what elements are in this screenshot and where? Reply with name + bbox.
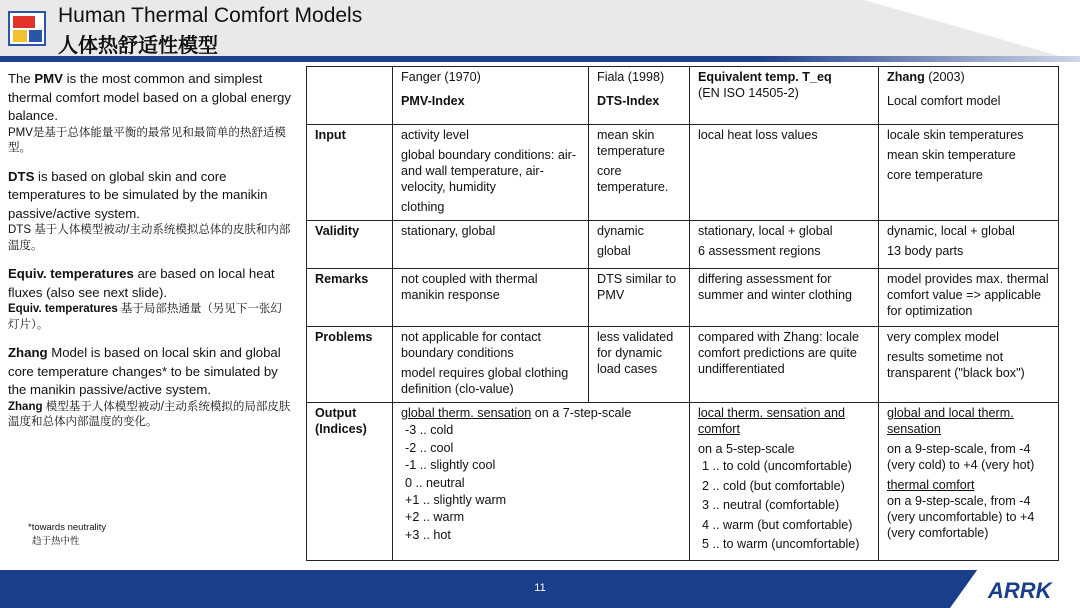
header-fiala: Fiala (1998) DTS-Index <box>589 67 690 125</box>
pmv-scale-item: -3 .. cold <box>405 423 454 438</box>
table-row-input <box>307 125 1059 221</box>
cell-remarks-fanger: not coupled with thermal manikin response <box>393 269 589 327</box>
cell-input-fanger: activity level global boundary conditions: air- and wall temperature, air-velocity, humidity clothing <box>393 125 589 221</box>
row-label-input: Input <box>307 125 393 221</box>
cell-validity-equiv: stationary, local + global 6 assessment regions <box>690 221 879 269</box>
cell-problems-zhang: very complex model results sometime not transparent ("black box") <box>879 327 1059 403</box>
comparison-table <box>306 66 1059 561</box>
cell-validity-fiala: dynamic global <box>589 221 690 269</box>
page-number: 11 <box>534 582 546 594</box>
cell-output-equiv: local therm. sensation and comfort on a 5-step-scale 1 .. to cold (uncomfortable) 2 .. cold (but comfortable) 3 .. neutral (comfortable) 4 .. warm (but comfortable) 5 .. to warm (uncomfortable) <box>690 403 879 561</box>
pmv-scale-item: +2 .. warm <box>405 510 465 525</box>
pmv-scale-item: -1 .. slightly cool <box>405 458 496 473</box>
zhang-description-cn: Zhang 模型基于人体模型被动/主动系统模拟的局部皮肤温度和总体内部温度的变化。 <box>8 400 291 428</box>
row-label-output: Output (Indices) <box>307 403 393 561</box>
header-fanger: Fanger (1970) PMV-Index <box>393 67 589 125</box>
dts-description: DTS is based on global skin and core temperatures to be simulated by the manikin passive/active system. DTS 基于人体模型被动/主动系统模拟总体的皮肤和内部温度。 <box>8 168 292 255</box>
cell-input-zhang: locale skin temperatures mean skin temperature core temperature <box>879 125 1059 221</box>
cell-problems-fiala: less validated for dynamic load cases <box>589 327 690 403</box>
cell-output-pmv-dts: global therm. sensation on a 7-step-scale -3 .. cold -2 .. cool -1 .. slightly cool 0 .. neutral +1 .. slightly warm +2 .. warm +3 .. hot <box>393 403 690 561</box>
cell-problems-equiv: compared with Zhang: locale comfort predictions are quite undifferentiated <box>690 327 879 403</box>
slide-title-english: Human Thermal Comfort Models <box>58 4 363 27</box>
header-equiv: Equivalent temp. T_eq (EN ISO 14505-2) <box>690 67 879 125</box>
equiv-description-cn: Equiv. temperatures 基于局部热通量（另见下一张幻灯片）。 <box>8 303 282 331</box>
pmv-description: The PMV is the most common and simplest thermal comfort model based on a global energy balance. PMV是基于总体能量平衡的最常见和最简单的热舒适模型。 <box>8 70 292 157</box>
cell-output-zhang: global and local therm. sensation on a 9-step-scale, from -4 (very cold) to +4 (very hot) thermal comfort on a 9-step-scale, from -4 (very uncomfortable) to +4 (very comfortable) <box>879 403 1059 561</box>
header-zhang: Zhang (2003) Local comfort model <box>879 67 1059 125</box>
cell-problems-fanger: not applicable for contact boundary conditions model requires global clothing definition (clo-value) <box>393 327 589 403</box>
row-label-remarks: Remarks <box>307 269 393 327</box>
pmv-scale-item: +1 .. slightly warm <box>405 493 507 508</box>
pmv-scale-item: 0 .. neutral <box>405 475 465 490</box>
zhang-description: Zhang Model is based on local skin and global core temperature changes* to be simulated by the manikin passive/active system. Zhang 模型基于人体模型被动/主动系统模拟的局部皮肤温度和总体内部温度的变化。 <box>8 344 292 431</box>
arrk-logo-icon <box>986 577 1074 603</box>
header-empty-cell <box>307 67 393 125</box>
table-row-remarks <box>307 269 1059 327</box>
pmv-scale-list <box>401 422 681 544</box>
cell-input-fiala: mean skin temperature core temperature. <box>589 125 690 221</box>
equiv-scale-item: 3 .. neutral (comfortable) <box>702 498 840 512</box>
cell-remarks-zhang: model provides max. thermal comfort value => applicable for optimization <box>879 269 1059 327</box>
cell-remarks-equiv: differing assessment for summer and winter clothing <box>690 269 879 327</box>
arrk-logo-text: ARRK <box>988 578 1052 603</box>
dts-description-cn: DTS 基于人体模型被动/主动系统模拟总体的皮肤和内部温度。 <box>8 224 291 252</box>
table-header-row <box>307 67 1059 125</box>
pmv-description-cn: PMV是基于总体能量平衡的最常见和最简单的热舒适模型。 <box>8 126 286 154</box>
row-label-validity: Validity <box>307 221 393 269</box>
table-row-output <box>307 403 1059 561</box>
cell-input-equiv: local heat loss values <box>690 125 879 221</box>
company-logo-icon <box>8 11 46 46</box>
cell-remarks-fiala: DTS similar to PMV <box>589 269 690 327</box>
cell-validity-fanger: stationary, global <box>393 221 589 269</box>
pmv-scale-item: -2 .. cool <box>405 440 454 455</box>
equiv-scale-item: 5 .. to warm (uncomfortable) <box>702 537 860 551</box>
left-description-panel <box>8 70 292 442</box>
pmv-scale-item: +3 .. hot <box>405 527 451 542</box>
equiv-scale-item: 2 .. cold (but comfortable) <box>702 478 845 493</box>
slide-title-chinese: 人体热舒适性模型 <box>58 35 218 57</box>
row-label-problems: Problems <box>307 327 393 403</box>
equiv-scale-list <box>698 457 870 555</box>
footnote: *towards neutrality 趋于热中性 <box>28 522 107 547</box>
cell-validity-zhang: dynamic, local + global 13 body parts <box>879 221 1059 269</box>
table-row-problems <box>307 327 1059 403</box>
equiv-scale-item: 4 .. warm (but comfortable) <box>702 517 853 532</box>
equiv-scale-item: 1 .. to cold (uncomfortable) <box>702 459 852 473</box>
table-row-validity <box>307 221 1059 269</box>
equiv-description: Equiv. temperatures are based on local heat fluxes (also see next slide). Equiv. temperatures 基于局部热通量（另见下一张幻灯片）。 <box>8 265 292 333</box>
